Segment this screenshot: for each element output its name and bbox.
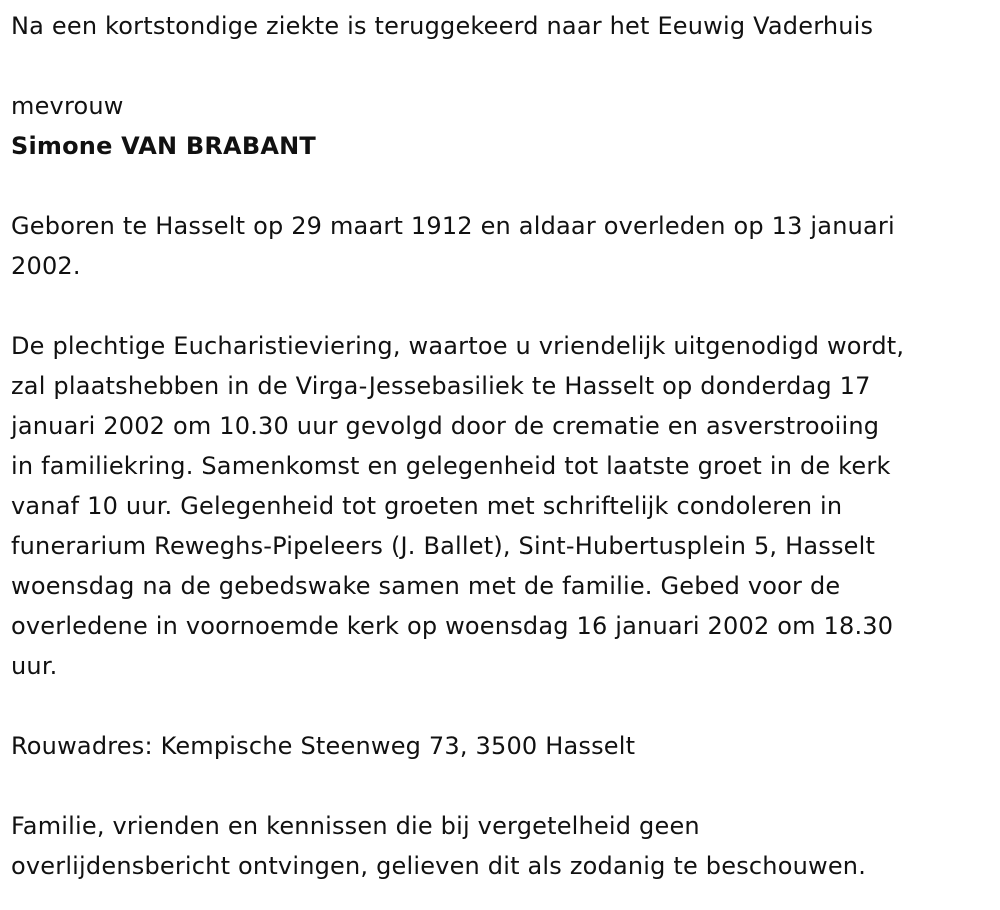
closing-paragraph (11, 806, 991, 886)
paragraph-line: in familiekring. Samenkomst en gelegenheid tot laatste groet in de kerk (11, 452, 891, 480)
ceremony-paragraph (11, 326, 991, 686)
death-notice (11, 0, 991, 886)
paragraph-line: overledene in voornoemde kerk op woensdag 16 januari 2002 om 18.30 (11, 612, 894, 640)
paragraph-line: funerarium Reweghs-Pipeleers (J. Ballet), Sint-Hubertusplein 5, Hasselt (11, 532, 876, 560)
paragraph-line: zal plaatshebben in de Virga-Jessebasiliek te Hasselt op donderdag 17 (11, 372, 871, 400)
spacer (11, 166, 991, 206)
spacer (11, 766, 991, 806)
paragraph-line: 2002. (11, 252, 81, 280)
intro-text: Na een kortstondige ziekte is teruggekeerd naar het Eeuwig Vaderhuis (11, 12, 874, 40)
paragraph-line: Familie, vrienden en kennissen die bij vergetelheid geen (11, 812, 700, 840)
paragraph-line: De plechtige Eucharistieviering, waartoe u vriendelijk uitgenodigd wordt, (11, 332, 905, 360)
spacer (11, 46, 991, 86)
paragraph-line: Geboren te Hasselt op 29 maart 1912 en aldaar overleden op 13 januari (11, 212, 895, 240)
paragraph-line: vanaf 10 uur. Gelegenheid tot groeten met schriftelijk condoleren in (11, 492, 843, 520)
paragraph-line: woensdag na de gebedswake samen met de familie. Gebed voor de (11, 572, 841, 600)
spacer (11, 286, 991, 326)
honorific: mevrouw (11, 92, 124, 120)
deceased-name: Simone VAN BRABANT (11, 132, 316, 160)
paragraph-line: uur. (11, 652, 58, 680)
mourning-address: Rouwadres: Kempische Steenweg 73, 3500 Hasselt (11, 732, 636, 760)
birth-paragraph (11, 206, 991, 286)
spacer (11, 686, 991, 726)
paragraph-line: overlijdensbericht ontvingen, gelieven dit als zodanig te beschouwen. (11, 852, 867, 880)
paragraph-line: januari 2002 om 10.30 uur gevolgd door de crematie en asverstrooiing (11, 412, 880, 440)
